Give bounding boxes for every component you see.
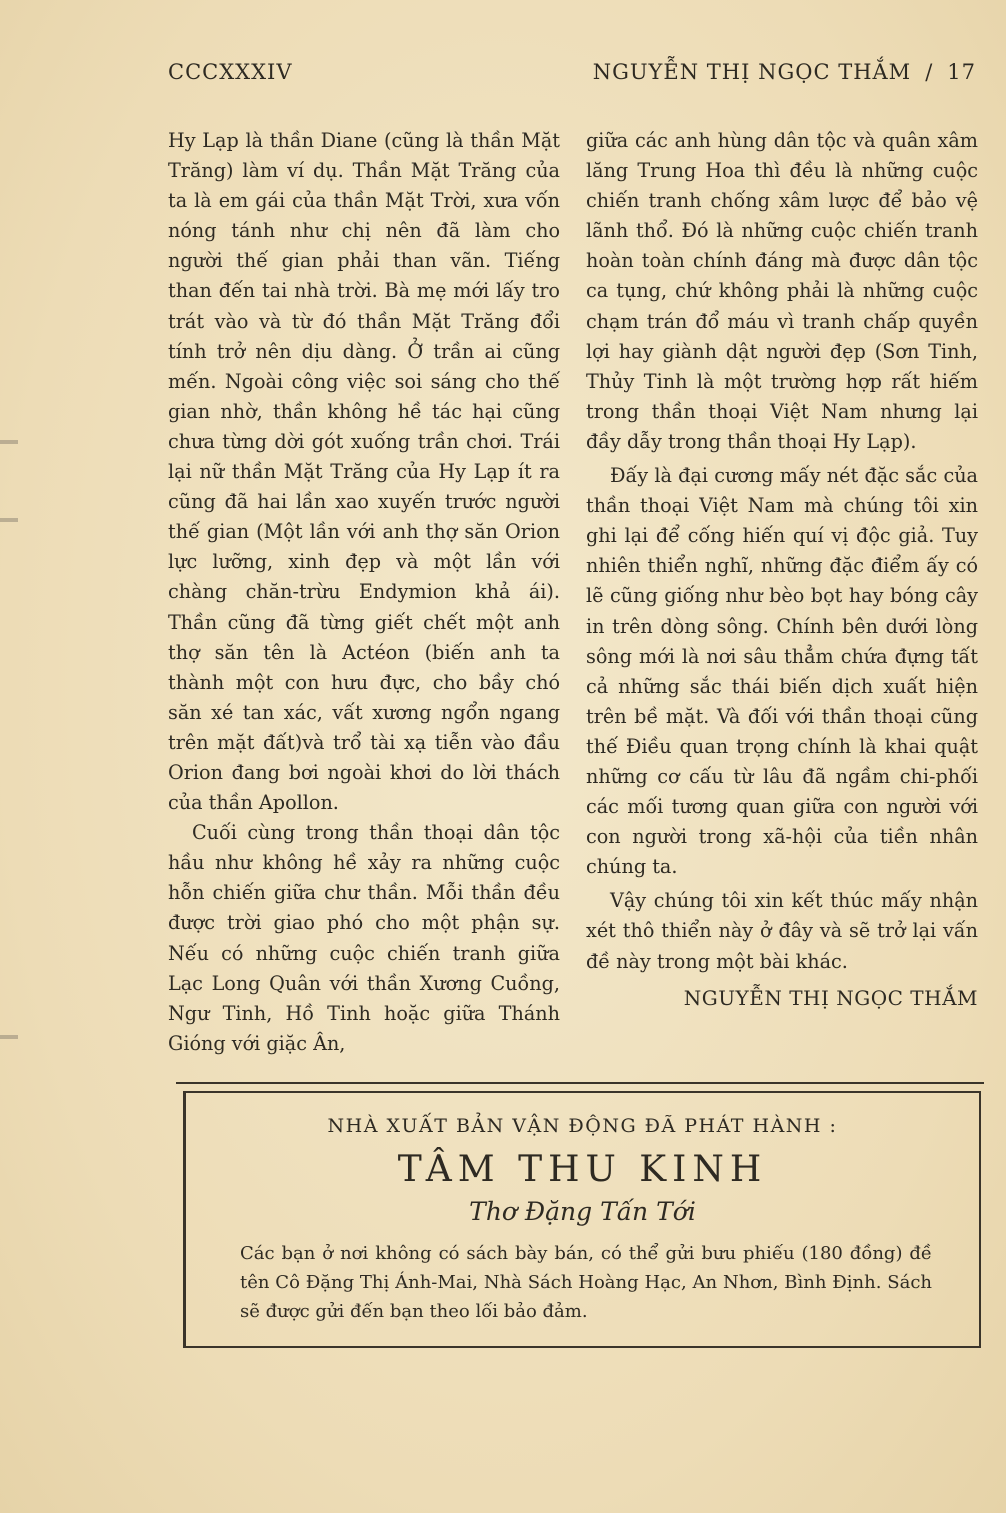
page-mark	[0, 1035, 18, 1039]
page-header	[168, 58, 976, 90]
header-separator: /	[925, 60, 934, 84]
paragraph: giữa các anh hùng dân tộc và quân xâm lăng Trung Hoa thì đều là những cuộc chiến tranh chống xâm lược để bảo vệ lãnh thổ. Đó là những cuộc chiến tranh hoàn toàn chính đáng mà được dân tộc ca tụng, chứ không phải là những cuộc chạm trán đổ máu vì tranh chấp quyền lợi hay giành dật người đẹp (Sơn Tinh, Thủy Tinh là một trường hợp rất hiếm trong thần thoại Việt Nam nhưng lại đầy dẫy trong thần thoại Hy Lạp).	[586, 129, 978, 453]
divider	[176, 1082, 984, 1084]
right-column	[586, 126, 978, 1013]
left-column	[168, 126, 560, 1059]
author-name: NGUYỄN THỊ NGỌC THẮM	[592, 60, 912, 84]
paragraph: Đấy là đại cương mấy nét đặc sắc của thần thoại Việt Nam mà chúng tôi xin ghi lại để cống hiến quí vị độc giả. Tuy nhiên thiển nghĩ, những đặc điểm ấy có lẽ cũng giống như bèo bọt hay bóng cây in trên dòng sông. Chính bên dưới lòng sông mới là nơi sâu thẳm chứa đựng tất cả những sắc thái biến dịch xuất hiện trên bề mặt. Và đối với thần thoại cũng thế Điều quan trọng chính là khai quật những cơ cấu từ lâu đã ngầm chi-phối các mối tương quan giữa con người với con người trong xã-hội của tiền nhân chúng ta.	[586, 464, 978, 879]
paragraph: Cuối cùng trong thần thoại dân tộc hầu như không hề xảy ra những cuộc hỗn chiến giữa chư thần. Mỗi thần đều được trời giao phó cho một phận sự. Nếu có những cuộc chiến tranh giữa Lạc Long Quân với thần Xương Cuồng, Ngư Tinh, Hồ Tinh hoặc giữa Thánh Gióng với giặc Ân,	[168, 821, 560, 1055]
paragraph: Vậy chúng tôi xin kết thúc mấy nhận xét thô thiển này ở đây và sẽ trở lại vấn đề này trong một bài khác.	[586, 889, 978, 973]
order-info: Các bạn ở nơi không có sách bày bán, có thể gửi bưu phiếu (180 đồng) đề tên Cô Đặng Thị Ánh-Mai, Nhà Sách Hoàng Hạc, An Nhơn, Bình Định. Sách sẽ được gửi đến bạn theo lối bảo đảm.	[240, 1243, 932, 1322]
book-title: TÂM THU KINH	[397, 1149, 768, 1190]
running-head	[593, 60, 976, 84]
book-subtitle: Thơ Đặng Tấn Tới	[469, 1197, 696, 1226]
paragraph: Hy Lạp là thần Diane (cũng là thần Mặt Trăng) làm ví dụ. Thần Mặt Trăng của ta là em gái của thần Mặt Trời, xưa vốn nóng tánh như chị nên đã làm cho người thế gian phải than vãn. Tiếng than đến tai nhà trời. Bà mẹ mới lấy tro trát vào và từ đó thần Mặt Trăng đổi tính trở nên dịu dàng. Ở trần ai cũng mến. Ngoài công việc soi sáng cho thế gian nhờ, thần không hề tác hại cũng chưa từng dời gót xuống trần chơi. Trái lại nữ thần Mặt Trăng của Hy Lạp ít ra cũng đã hai lần xao xuyến trước người thế gian (Một lần với anh thợ săn Orion lực lưỡng, xinh đẹp và một lần với chàng chăn-trừu Endymion khả ái). Thần cũng đã từng giết chết một anh thợ săn tên là Actéon (biến anh ta thành một con hưu đực, cho bầy chó săn xé tan xác, vất xương ngổn ngang trên mặt đất)và trổ tài xạ tiễn vào đầu Orion đang bơi ngoài khơi do lời thách của thần Apollon.	[168, 129, 560, 815]
author-signature: NGUYỄN THỊ NGỌC THẮM	[683, 985, 978, 1010]
page-number: 17	[947, 60, 976, 84]
book-advertisement	[183, 1091, 981, 1348]
section-numeral: CCCXXXIV	[168, 60, 293, 84]
page-mark	[0, 440, 18, 444]
page-mark	[0, 518, 18, 522]
publisher-line: NHÀ XUẤT BẢN VẬN ĐỘNG ĐÃ PHÁT HÀNH :	[327, 1115, 838, 1137]
